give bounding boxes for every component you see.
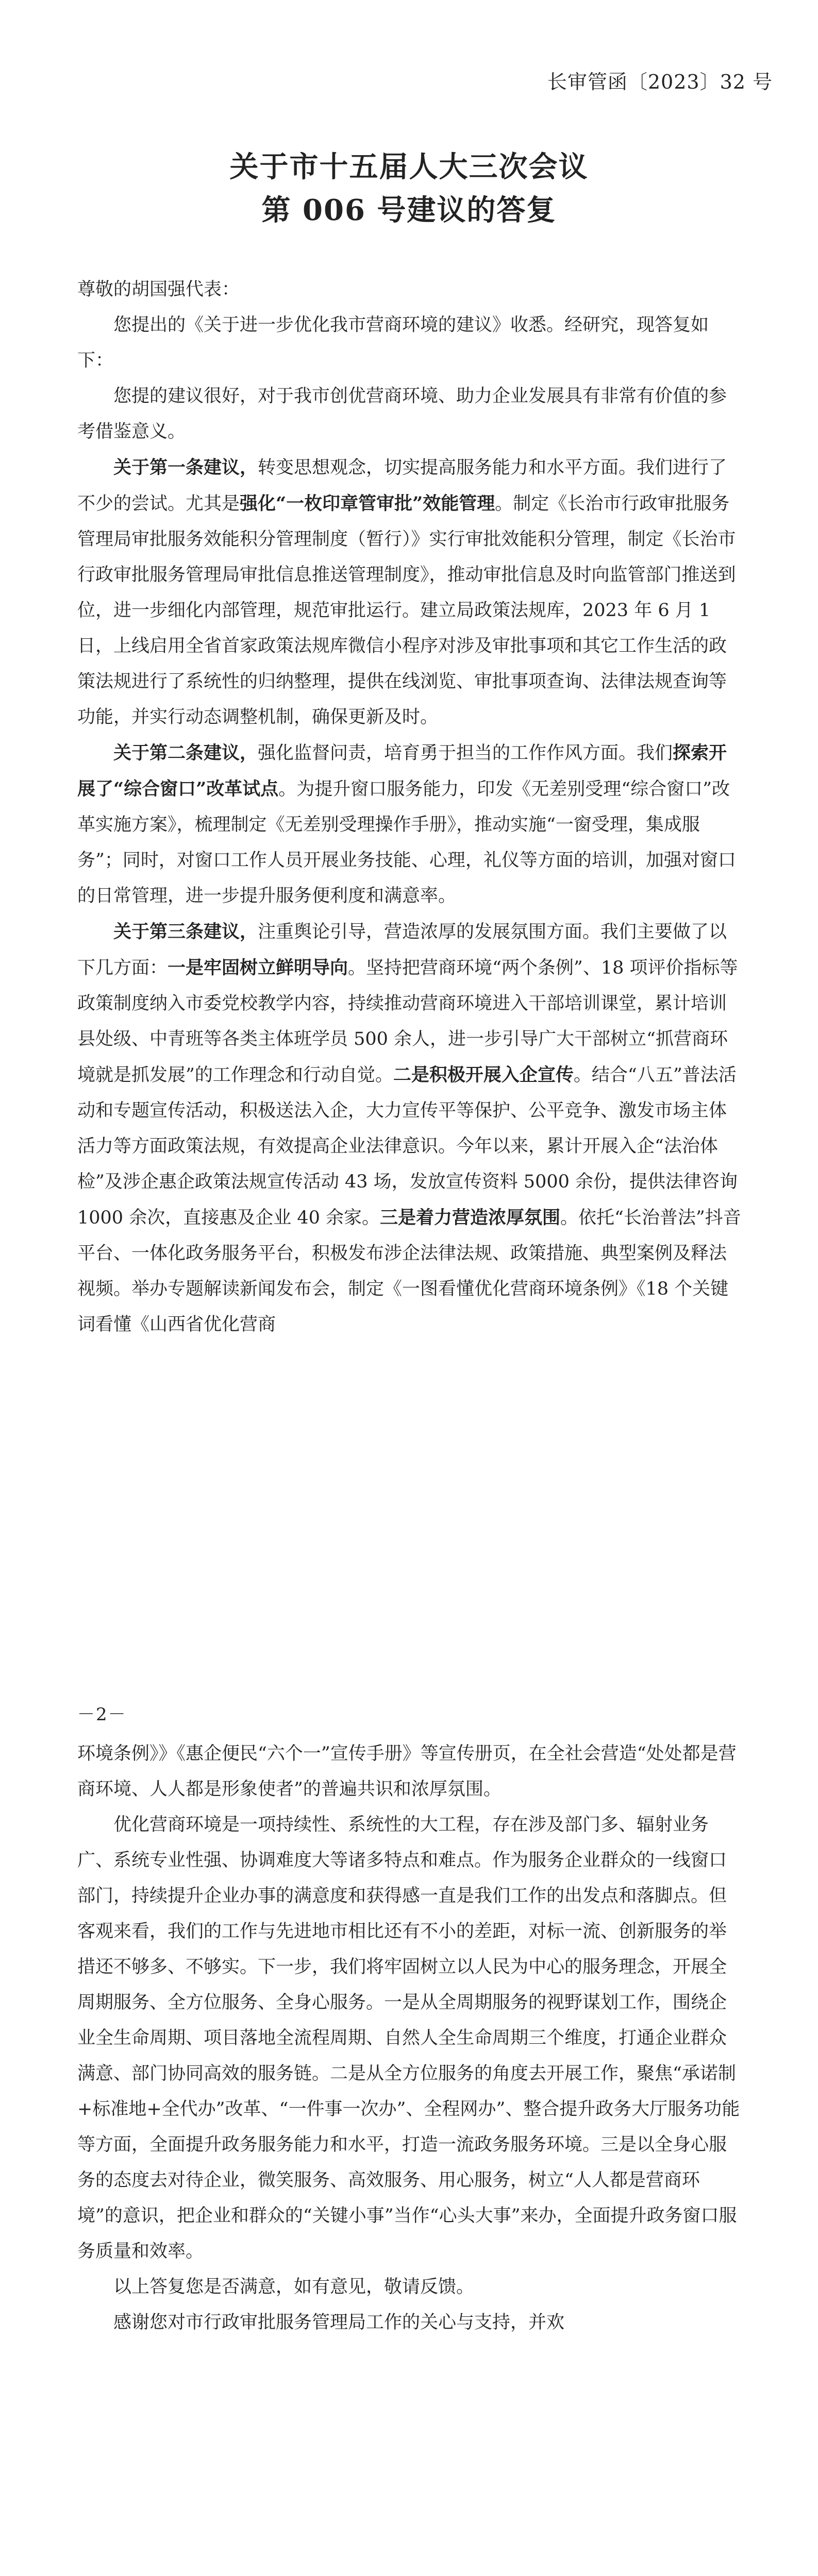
paragraph-thanks: 感谢您对市行政审批服务管理局工作的关心与支持，并欢	[113, 2312, 565, 2333]
title-line-1: 关于市十五届人大三次会议	[229, 150, 589, 184]
paragraph-suggestion-3: 关于第三条建议，注重舆论引导，营造浓厚的发展氛围方面。我们主要做了以下几方面：一是牢固树立鲜明导向。坚持把营商环境“两个条例”、18 项评价指标等政策制度纳入市委党校教学内容，持续推动营商环境进入干部培训课堂，累计培训县处级、中青班等各类主体班学员 500 余人，进一步引导广大干部树立“抓营商环境就是抓发展”的工作理念和行动自觉。二是积极开展入企宣传。结合“八五”普法活动和专题宣传活动，积极送法入企，大力宣传平等保护、公平竞争、激发市场主体活力等方面政策法规，有效提高企业法律意识。今年以来，累计开展入企“法治体检”及涉企惠企政策法规宣传活动 43 场，发放宣传资料 5000 余份，提供法律咨询 1000 余次，直接惠及企业 40 余家。三是着力营造浓厚氛围。依托“长治普法”抖音平台、一体化政务服务平台，积极发布涉企法律法规、政策措施、典型案例及释法视频。举办专题解读新闻发布会，制定《一图看懂优化营商环境条例》《18 个关键词看懂《山西省优化营商	[77, 921, 741, 1335]
paragraph-intro: 您提出的《关于进一步优化我市营商环境的建议》收悉。经研究，现答复如下：	[77, 315, 709, 371]
title-line-2: 第 006 号建议的答复	[261, 193, 557, 227]
suggestion-1-highlight: 强化“一枚印章管审批”效能管理	[240, 493, 495, 514]
document-number: 长审管函〔2023〕32 号	[547, 71, 773, 93]
paragraph-appreciation: 您提的建议很好，对于我市创优营商环境、助力企业发展具有非常有价值的参考借鉴意义。	[77, 386, 727, 442]
suggestion-3-point-1: 一是牢固树立鲜明导向	[168, 957, 348, 978]
suggestion-2-heading: 关于第二条建议，	[113, 742, 258, 764]
suggestion-3-point-2: 二是积极开展入企宣传	[393, 1064, 574, 1086]
page1-body	[77, 272, 742, 1343]
paragraph-next-steps: 优化营商环境是一项持续性、系统性的大工程，存在涉及部门多、辐射业务广、系统专业性强、协调难度大等诸多特点和难点。作为服务企业群众的一线窗口部门，持续提升企业办事的满意度和获得感一直是我们工作的出发点和落脚点。但客观来看，我们的工作与先进地市相比还有不小的差距，对标一流、创新服务的举措还不够多、不够实。下一步，我们将牢固树立以人民为中心的服务理念，开展全周期服务、全方位服务、全身心服务。一是从全周期服务的视野谋划工作，围绕企业全生命周期、项目落地全流程周期、自然人全生命周期三个维度，打通企业群众满意、部门协同高效的服务链。二是从全方位服务的角度去开展工作，聚焦“承诺制+标准地+全代办”改革、“一件事一次办”、全程网办”、整合提升政务大厅服务功能等方面，全面提升政务服务能力和水平，打造一流政务服务环境。三是以全身心服务的态度去对待企业，微笑服务、高效服务、用心服务，树立“人人都是营商环境”的意识，把企业和群众的“关键小事”当作“心头大事”来办，全面提升政务窗口服务质量和效率。	[77, 1815, 740, 2262]
page2-body	[77, 1736, 742, 2341]
suggestion-3-heading: 关于第三条建议，	[113, 921, 258, 942]
suggestion-1-heading: 关于第一条建议，	[113, 457, 258, 478]
paragraph-continued: 环境条例》》《惠企便民“六个一”宣传手册》等宣传册页，在全社会营造“处处都是营商环境、人人都是形象使者”的普遍共识和浓厚氛围。	[77, 1743, 737, 1800]
suggestion-3-point-3: 三是着力营造浓厚氛围	[380, 1207, 561, 1228]
paragraph-suggestion-2: 关于第二条建议，强化监督问责，培育勇于担当的工作作风方面。我们探索开展了“综合窗口”改革试点。为提升窗口服务能力，印发《无差别受理“综合窗口”改革实施方案》，梳理制定《无差别受理操作手册》，推动实施“一窗受理，集成服务”；同时，对窗口工作人员开展业务技能、心理，礼仪等方面的培训，加强对窗口的日常管理，进一步提升服务便利度和满意率。	[77, 742, 736, 906]
paragraph-suggestion-1: 关于第一条建议，转变思想观念，切实提高服务能力和水平方面。我们进行了不少的尝试。尤其是强化“一枚印章管审批”效能管理。制定《长治市行政审批服务管理局审批服务效能积分管理制度（暂行）》实行审批效能积分管理，制定《长治市行政审批服务管理局审批信息推送管理制度》，推动审批信息及时向监管部门推送到位，进一步细化内部管理，规范审批运行。建立局政策法规库，2023 年 6 月 1 日，上线启用全省首家政策法规库微信小程序对涉及审批事项和其它工作生活的政策法规进行了系统性的归纳整理，提供在线浏览、审批事项查询、法律法规查询等功能，并实行动态调整机制，确保更新及时。	[77, 457, 736, 727]
salutation: 尊敬的胡国强代表：	[77, 279, 240, 300]
paragraph-feedback: 以上答复您是否满意，如有意见，敬请反馈。	[113, 2277, 475, 2297]
page-number-2: －2－	[77, 1704, 127, 1725]
document-title	[0, 145, 818, 232]
suggestion-2-highlight: 探索开展了“综合窗口”改革试点	[77, 742, 727, 800]
